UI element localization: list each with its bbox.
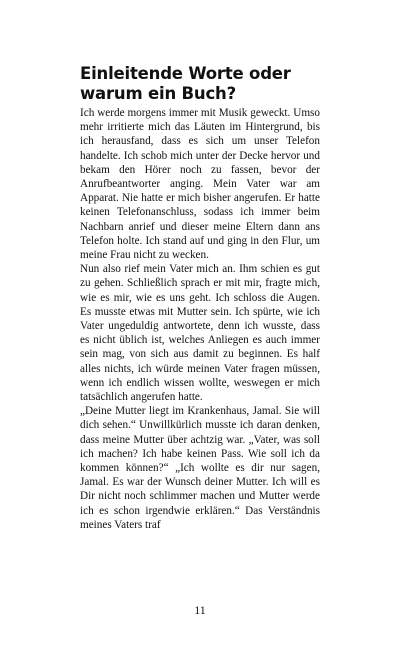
paragraph-2: Nun also rief mein Vater mich an. Ihm schien es gut zu gehen. Schließlich sprach er mit mir, fragte mich, wie es mir, wie es uns geht. Ich schloss die Augen. Es musste etwas mit Mutter sein. Ich spürte, wie ich Vater ungeduldig antwortete, denn ich wusste, dass es nicht üblich ist, welches Anliegen es auch immer sein mag, von sich aus damit zu beginnen. Es half alles nichts, ich würde meinen Vater fragen müssen, wenn ich endlich wissen wollte, weswegen er mich tatsächlich angerufen hatte.	[80, 263, 320, 404]
paragraph-3: „Deine Mutter liegt im Krankenhaus, Jamal. Sie will dich sehen.“ Unwillkürlich musste ich daran denken, dass meine Mutter über achtzig war. „Vater, was soll ich machen? Ich habe keinen Pass. Wie soll ich da kommen können?“ „Ich wollte es dir nur sagen, Jamal. Es war der Wunsch deiner Mutter. Ich will es Dir nicht noch schlimmer machen und Mutter werde ich es schon irgendwie erklären.“ Das Verständnis meines Vaters traf	[80, 405, 320, 531]
paragraph-1: Ich werde morgens immer mit Musik geweckt. Umso mehr irritierte mich das Läuten im Hintergrund, bis ich herausfand, dass es sich um unser Telefon handelte. Ich schob mich unter der Decke hervor und bekam den Hörer noch zu fassen, bevor der Anrufbeantworter anging. Mein Vater war am Apparat. Nie hatte er mich bisher angerufen. Er hatte keinen Telefonanschluss, sodass ich immer beim Nachbarn anrief und dieser meine Eltern dann ans Telefon holte. Ich stand auf und ging in den Flur, um meine Frau nicht zu wecken.	[80, 107, 320, 262]
page-number: 11	[194, 603, 206, 617]
chapter-title-line-2: warum ein Buch?	[80, 84, 236, 103]
chapter-title	[80, 64, 320, 104]
chapter-title-line-1: Einleitende Worte oder	[80, 64, 291, 83]
book-page	[80, 64, 320, 532]
